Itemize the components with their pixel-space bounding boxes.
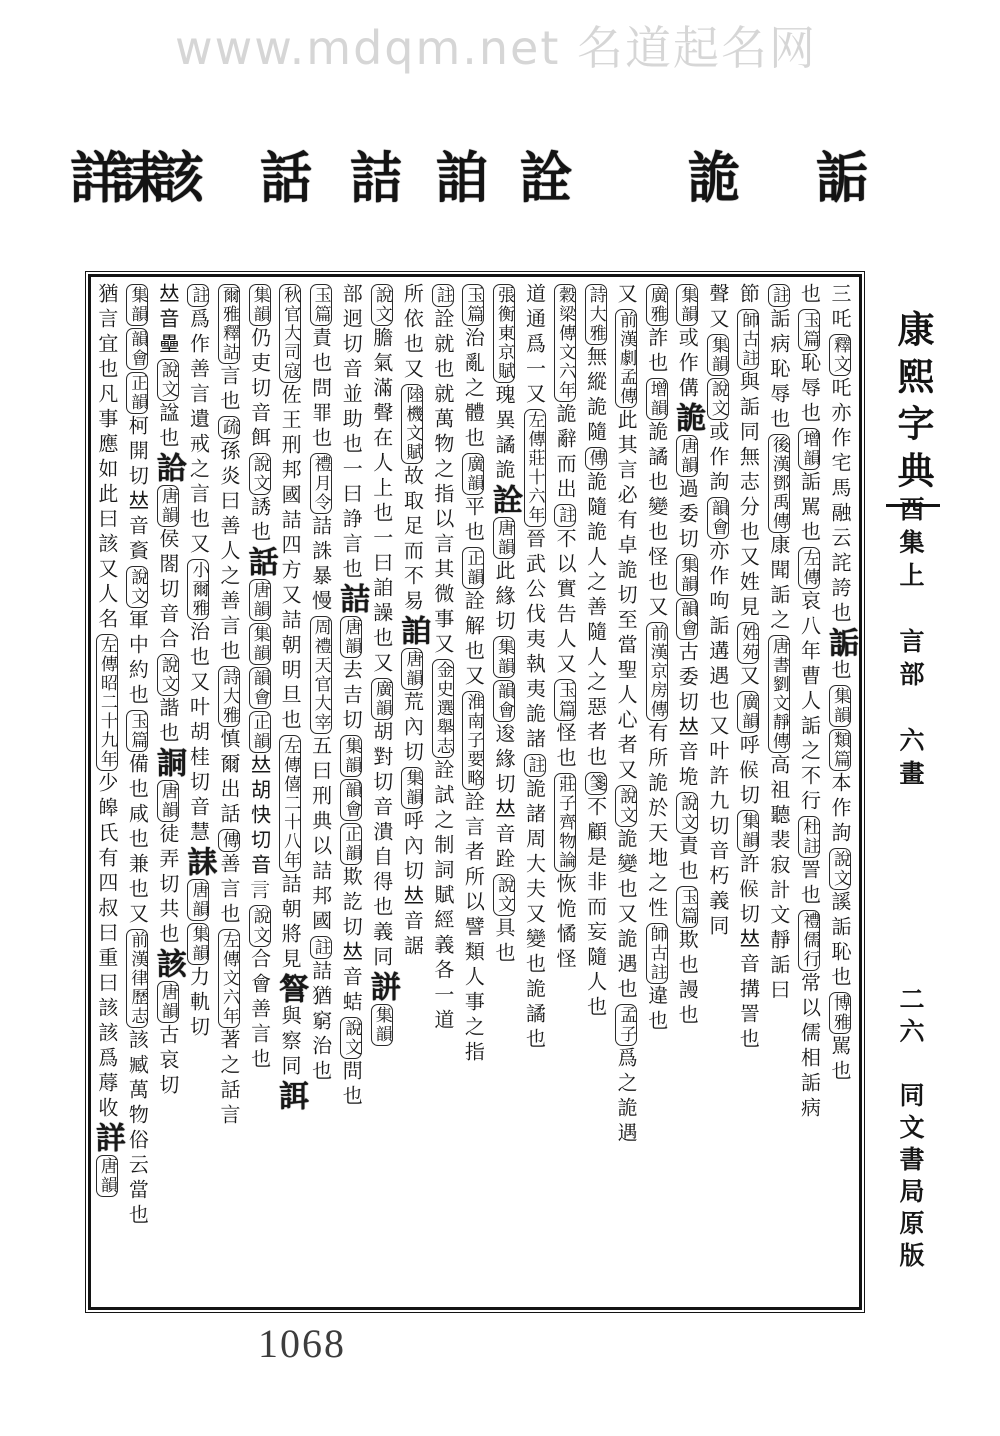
source-citation-box: 廣韻 [738, 693, 759, 731]
entry-text: 或作傋 [675, 327, 700, 402]
source-citation-box: 前漢劇孟傳 [616, 311, 637, 406]
source-citation-box: 說文 [157, 656, 178, 694]
source-citation-box: 後漢鄧禹傳 [768, 436, 789, 531]
source-citation-box: 集韻 [127, 286, 148, 324]
entry-text: 詬病恥辱也 [766, 308, 791, 433]
source-citation-box: 疏 [219, 418, 239, 437]
text-column [703, 283, 733, 1305]
seal-character: 詭 [688, 146, 741, 211]
source-citation-box: 姓苑 [738, 624, 759, 662]
entry-headword: 誄 [181, 846, 217, 878]
source-citation-box: 集韻 [493, 638, 514, 676]
text-column [458, 283, 488, 1305]
entry-text: 又詰朝明旦也 [278, 584, 303, 734]
text-column [181, 283, 217, 1305]
entry-text: 欺也謾也 [675, 929, 700, 1029]
entry-headword: 詳 [89, 1122, 125, 1154]
entry-headword: 詥 [150, 452, 186, 484]
entry-text: 詮就也就萬物之指以言其微事 [430, 308, 455, 633]
source-citation-box: 說文 [341, 1019, 362, 1057]
entry-text: 治也 [186, 621, 211, 671]
entry-text: 此其言必有卓詭切至當聖人心者 [614, 409, 639, 759]
source-citation-box: 韻會 [249, 669, 270, 707]
entry-text: 侯閤切音合 [155, 528, 180, 653]
entry-headword: 話 [242, 546, 278, 578]
text-column [214, 283, 244, 1305]
source-citation-box: 說文 [830, 850, 850, 888]
entry-text: 平也 [461, 496, 486, 546]
source-citation-box: 集韻 [677, 556, 698, 594]
source-citation-box: 左傳昭二十九年 [96, 636, 117, 769]
source-citation-box: 類篇 [830, 731, 850, 769]
entry-text: 詰朝將見 [278, 873, 303, 973]
entry-text: 又 [644, 596, 669, 621]
entry-text: 諧也 [155, 697, 180, 747]
text-column [395, 283, 431, 1305]
entry-text: 道通爲一 [522, 283, 547, 383]
entry-text: 無縱詭隨 [583, 346, 608, 446]
source-citation-box: 集韻 [188, 925, 209, 963]
entry-text: 又 [186, 533, 211, 558]
entry-headword: 該 [150, 948, 186, 980]
source-citation-box: 左傳 [799, 549, 820, 587]
entry-text: 𠀤胡快切音𧥛 [247, 754, 272, 904]
source-citation-box: 前漢律歷志 [127, 931, 148, 1026]
source-citation-box: 爾雅釋詁 [219, 286, 239, 362]
entry-text: 備也咸也兼也 [125, 753, 150, 903]
entry-text: 少皞氏有四叔曰重曰該該爲蓐收 [94, 772, 119, 1122]
text-column [273, 283, 309, 1305]
source-citation-box: 詩大雅 [585, 286, 606, 343]
entry-text: 責也 [675, 835, 700, 885]
source-citation-box: 左傳僖二十八年 [280, 737, 301, 870]
text-column [794, 283, 824, 1305]
seal-script-header [0, 146, 1000, 218]
source-citation-box: 唐韻 [677, 437, 698, 475]
entry-text: 治亂之體也 [461, 327, 486, 452]
columns-container [89, 281, 858, 1303]
text-column [122, 283, 152, 1305]
source-citation-box: 說文 [157, 361, 178, 399]
entry-text: 猶言宜也凡事應如此曰該 [94, 283, 119, 558]
entry-text: 晉武公伐夷執夷詭諸 [522, 528, 547, 753]
entry-headword: 誀 [273, 1080, 309, 1112]
page-number: 1068 [258, 1321, 346, 1366]
source-citation-box: 韻會 [127, 330, 148, 368]
entry-text: 部迥切音並助也一曰諍言也 [339, 283, 364, 583]
source-citation-box: 集韻 [249, 625, 270, 663]
source-citation-box: 秋官大司寇 [280, 286, 301, 381]
entry-text: 詮言者所以譬類人事之指 [461, 791, 486, 1066]
source-citation-box: 禮月令 [310, 455, 331, 512]
source-citation-box: 周禮天官大宰 [310, 618, 331, 732]
entry-text: 怪也 [553, 722, 578, 772]
seal-character: 詳 [70, 146, 123, 211]
entry-text: 諡也 [155, 402, 180, 452]
source-citation-box: 說文 [677, 794, 698, 832]
entry-text: 荒內切 [400, 691, 425, 766]
source-citation-box: 詩大雅 [219, 668, 239, 725]
entry-text: 也 [828, 659, 852, 684]
source-citation-box: 註 [555, 506, 576, 525]
entry-text: 又 [369, 652, 394, 677]
source-citation-box: 淮南子要略 [463, 693, 484, 788]
source-citation-box: 正韻 [127, 374, 148, 412]
source-citation-box: 說文 [371, 286, 392, 324]
entry-text: 亦作呴詬遘遇也又叶許九切音朽義同 [705, 540, 730, 940]
source-citation-box: 張衡東京賦 [493, 286, 514, 381]
entry-text: 古哀切 [155, 1024, 180, 1099]
entry-text: 𠀤音壘 [155, 283, 180, 358]
entry-text: 逡緣切𠀤音跧 [491, 723, 516, 873]
entry-text: 五曰刑典以詰邦國 [308, 735, 333, 935]
entry-text: 不顧是非而妄隨人也 [583, 796, 608, 1021]
source-citation-box: 杜註 [799, 818, 820, 856]
entry-text: 著之話言 [217, 1029, 241, 1129]
source-citation-box: 金史選舉志 [432, 661, 453, 756]
entry-text: 欺訖切𠀤音蛣 [339, 866, 364, 1016]
source-citation-box: 玉篇 [555, 681, 576, 719]
text-column [89, 283, 125, 1305]
entry-text: 與詬同無志分也 [736, 371, 761, 546]
entry-text: 詬駡也 [797, 471, 822, 546]
entry-text: 瑰異譎詭 [491, 384, 516, 484]
entry-text: 呼內切𠀤音䛯 [400, 810, 425, 960]
source-citation-box: 註 [524, 756, 545, 775]
source-citation-box: 註 [432, 286, 453, 305]
entry-text: 詮試之制詞賦經義各一道 [430, 759, 455, 1034]
text-column [486, 283, 522, 1305]
entry-text: 高祖聽裴寂計文靜詬曰 [766, 754, 791, 1004]
source-citation-box: 集韻 [249, 286, 270, 324]
entry-text: 言也 [217, 365, 241, 415]
seal-character: 詰 [350, 146, 403, 211]
entry-text: 爲之詭遇 [614, 1047, 639, 1147]
entry-text: 又 [614, 283, 639, 308]
entry-text: 不以實告人 [553, 528, 578, 653]
entry-headword: 詧 [273, 973, 309, 1005]
entry-text: 違也 [644, 985, 669, 1035]
entry-text: 慎爾出話 [217, 728, 241, 828]
source-citation-box: 說文 [127, 568, 148, 606]
seal-character: 詯 [436, 146, 489, 211]
source-citation-box: 玉篇 [310, 286, 331, 324]
dictionary-title: 康熙字典 [886, 310, 940, 507]
source-citation-box: 箋 [585, 774, 606, 793]
entry-text: 膽氣滿聲在人上也一曰詯譟也 [369, 327, 394, 652]
entry-text: 常以儒相詬病 [797, 972, 822, 1122]
entry-text: 又 [522, 383, 547, 408]
source-citation-box: 集韻 [341, 737, 362, 775]
entry-headword: 誁 [364, 971, 400, 1003]
source-citation-box: 左傳文六年 [219, 931, 239, 1026]
source-citation-box: 玉篇 [127, 712, 148, 750]
entry-text: 詮解也 [461, 590, 486, 665]
source-citation-box: 穀梁傳文六年 [555, 286, 576, 400]
entry-text: 責也問罪也 [308, 327, 333, 452]
source-citation-box: 唐書劉文靜傳 [768, 637, 789, 751]
source-citation-box: 師古註 [738, 311, 759, 368]
entry-text: 許𠋫切𠀤音搆詈也 [736, 853, 761, 1053]
source-citation-box: 唐韻 [402, 650, 423, 688]
entry-headword: 詮 [486, 484, 522, 516]
source-citation-box: 集韻 [402, 769, 423, 807]
source-citation-box: 左傳莊十六年 [524, 411, 545, 525]
source-citation-box: 師古註 [646, 925, 667, 982]
entry-text: 詈也 [797, 859, 822, 909]
seal-character: 該 [152, 146, 205, 211]
source-citation-box: 陸機文賦 [402, 386, 423, 462]
source-citation-box: 博雅 [830, 994, 850, 1032]
source-citation-box: 莊子齊物論 [555, 775, 576, 870]
source-citation-box: 傳 [219, 831, 239, 850]
entry-text: 問也 [339, 1060, 364, 1110]
source-citation-box: 玉篇 [799, 311, 820, 349]
source-citation-box: 正韻 [463, 549, 484, 587]
entry-text: 與察同 [278, 1005, 303, 1080]
source-citation-box: 正韻 [341, 825, 362, 863]
entry-text: 又人名 [94, 558, 119, 633]
source-citation-box: 唐韻 [249, 581, 270, 619]
source-citation-box: 唐韻 [157, 487, 178, 525]
entry-text: 徒弄切共也 [155, 823, 180, 948]
entry-text: 呼𠋫切 [736, 734, 761, 809]
source-citation-box: 說文 [707, 380, 728, 418]
source-citation-box: 說文 [616, 787, 637, 825]
entry-text: 孫炎曰善人之善言也 [217, 440, 241, 665]
text-column [550, 283, 580, 1305]
source-citation-box: 小爾雅 [188, 561, 209, 618]
entry-text: 又姓見 [736, 546, 761, 621]
entry-text: 去吉切 [339, 659, 364, 734]
entry-text: 節 [736, 283, 761, 308]
entry-text: 又叶胡桂切音慧 [186, 671, 211, 846]
entry-text: 駡也 [828, 1035, 852, 1085]
entry-text: 此緣切 [491, 560, 516, 635]
text-column [642, 283, 672, 1305]
entry-text: 過委切 [675, 478, 700, 553]
text-column [611, 283, 641, 1305]
entry-text: 又 [553, 653, 578, 678]
source-citation-box: 禮儒行 [799, 912, 820, 969]
source-citation-box: 集韻 [707, 336, 728, 374]
watermark-text: www.mdqm.net 名道起名网 [175, 21, 818, 75]
source-citation-box: 廣韻 [371, 680, 392, 718]
entry-text: 恢恑憰怪 [553, 873, 578, 973]
source-citation-box: 唐韻 [96, 1157, 117, 1195]
source-citation-box: 韻會 [341, 781, 362, 819]
source-citation-box: 唐韻 [341, 618, 362, 656]
source-citation-box: 說文 [249, 907, 270, 945]
text-column [764, 283, 794, 1305]
source-citation-box: 廣韻 [463, 455, 484, 493]
entry-text: 又 [400, 358, 425, 383]
entry-text: 又 [461, 665, 486, 690]
source-citation-box: 廣雅 [646, 286, 667, 324]
text-column [580, 283, 610, 1305]
source-citation-box: 註 [310, 938, 331, 957]
entry-text: 軍中約也 [125, 609, 150, 709]
source-citation-box: 註 [768, 286, 789, 305]
seal-character: 誄 [111, 146, 164, 211]
source-citation-box: 正韻 [249, 713, 270, 751]
entry-text: 聲又 [705, 283, 730, 333]
text-column [733, 283, 763, 1305]
entry-text: 詰誅暴慢 [308, 515, 333, 615]
source-citation-box: 韻會 [493, 682, 514, 720]
folio-and-edition: 二六 同文書局原版 [896, 986, 925, 1274]
entry-headword: 詬 [823, 627, 858, 659]
entry-text: 又 [125, 903, 150, 928]
source-citation-box: 唐韻 [157, 983, 178, 1021]
entry-headword: 詷 [150, 747, 186, 779]
entry-text: 善言也 [217, 853, 241, 928]
source-citation-box: 傳 [585, 449, 606, 468]
text-column [364, 283, 400, 1305]
entry-text: 詰猶窮治也 [308, 960, 333, 1085]
source-citation-box: 集韻 [677, 286, 698, 324]
source-citation-box: 前漢京房傳 [646, 624, 667, 719]
entry-text: 也 [797, 283, 822, 308]
source-citation-box: 韻會 [707, 499, 728, 537]
text-frame [88, 274, 862, 1310]
seal-character: 話 [260, 146, 313, 211]
entry-text: 詭諸周大夫 [522, 778, 547, 903]
entry-text: 誘也 [247, 496, 272, 546]
right-margin [880, 274, 940, 1314]
entry-text: 本作訽 [828, 772, 852, 847]
source-citation-box: 唐韻 [157, 782, 178, 820]
text-column [305, 283, 335, 1305]
entry-text: 詐也 [644, 327, 669, 377]
entry-text: 吒亦作宅馬融云詫誇也 [828, 377, 852, 627]
source-citation-box: 說文 [493, 876, 514, 914]
entry-text: 哀八年曹人詬之不行 [797, 590, 822, 815]
entry-text: 胡對切音潰自得也義同 [369, 721, 394, 971]
text-column [334, 283, 370, 1305]
source-citation-box: 玉篇 [677, 888, 698, 926]
source-citation-box: 增韻 [646, 380, 667, 418]
entry-headword: 詯 [395, 615, 431, 647]
seal-character: 詮 [520, 146, 573, 211]
entry-text: 康聞詬之 [766, 534, 791, 634]
source-citation-box: 唐韻 [188, 881, 209, 919]
source-citation-box: 註 [188, 286, 209, 305]
entry-text: 又 [614, 759, 639, 784]
entry-text: 謑詬恥也 [828, 891, 852, 991]
seal-character: 詬 [816, 146, 869, 211]
text-column [519, 283, 549, 1305]
text-column [242, 283, 278, 1305]
entry-text: 詭隨詭人之善隨人之惡者也 [583, 471, 608, 771]
text-column [150, 283, 186, 1305]
entry-text: 力軌切 [186, 966, 211, 1041]
section-heading: 酉集上 言部 六畫 [896, 496, 925, 793]
source-citation-box: 釋文 [830, 336, 850, 374]
entry-text: 詭譎也變也怪也 [644, 421, 669, 596]
source-citation-box: 集韻 [830, 687, 850, 725]
source-citation-box: 增韻 [799, 430, 820, 468]
source-citation-box: 集韻 [738, 812, 759, 850]
entry-text: 有所詭於天地之性 [644, 722, 669, 922]
entry-headword: 詭 [670, 402, 706, 434]
entry-text: 柯開切𠀤音賌 [125, 415, 150, 565]
entry-text: 又 [430, 633, 455, 658]
text-column [823, 283, 858, 1305]
source-citation-box: 孟子 [616, 1006, 637, 1044]
text-column [428, 283, 458, 1305]
entry-text: 故取足而不易 [400, 465, 425, 615]
entry-text: 仍吏切音餌 [247, 327, 272, 452]
source-citation-box: 說文 [249, 455, 270, 493]
entry-text: 又變也詭譎也 [522, 903, 547, 1053]
entry-text: 詭變也又詭遇也 [614, 828, 639, 1003]
source-citation-box: 唐韻 [493, 519, 514, 557]
source-citation-box: 玉篇 [463, 286, 484, 324]
text-column [670, 283, 706, 1305]
entry-text: 古委切𠀤音垝 [675, 641, 700, 791]
entry-text: 爲作善言遺戒之言也 [186, 308, 211, 533]
entry-text: 該臧萬物俗云當也 [125, 1029, 150, 1229]
source-citation-box: 集韻 [371, 1006, 392, 1044]
entry-text: 具也 [491, 917, 516, 967]
source-citation-box: 韻會 [677, 600, 698, 638]
entry-text: 詭辭而出 [553, 403, 578, 503]
entry-text: 三吒 [828, 283, 852, 333]
entry-text: 又 [736, 665, 761, 690]
entry-headword: 詰 [334, 583, 370, 615]
entry-text: 或作訽 [705, 421, 730, 496]
entry-text: 合會善言也 [247, 948, 272, 1073]
entry-text: 所依也 [400, 283, 425, 358]
entry-text: 恥辱也 [797, 352, 822, 427]
entry-text: 佐王刑邦國詰四方 [278, 384, 303, 584]
